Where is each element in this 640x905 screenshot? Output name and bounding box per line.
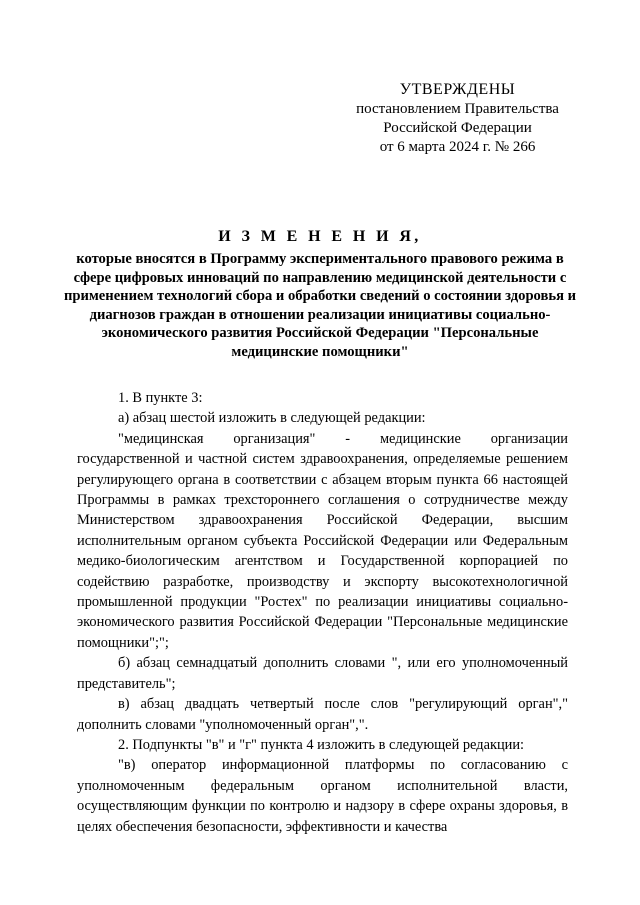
document-body [77, 388, 568, 837]
paragraph-item-1: 1. В пункте 3: [118, 390, 203, 406]
paragraph-subitem-v: в) абзац двадцать четвертый после слов "регулирующий орган"," дополнить словами "уполномоченный орган",". [77, 696, 568, 733]
approval-line-decree: постановлением Правительства [356, 101, 559, 117]
paragraph-item-2: 2. Подпункты "в" и "г" пункта 4 изложить в следующей редакции: [118, 736, 525, 753]
document-heading [60, 227, 580, 361]
paragraph-subitem-a: а) абзац шестой изложить в следующей редакции: [118, 410, 426, 427]
paragraph-subitem-v-operator: "в) оператор информационной платформы по согласованию с уполномоченным федеральным органом исполнительной власти, осуществляющим функции по контролю и надзору в сфере охраны здоровья, в целях обеспечения безопасности, эффективности и качества [77, 757, 568, 835]
approval-line-date: от 6 марта 2024 г. № 266 [379, 139, 536, 155]
document-title: И З М Е Н Е Н И Я, [218, 228, 422, 245]
approval-title: УТВЕРЖДЕНЫ [399, 81, 516, 98]
paragraph-definition: "медицинская организация" - медицинские организации государственной и частной систем здравоохранения, определяемые решением регулирующего органа в соответствии с абзацем вторым пункта 66 настоящей Программы в рамках трехстороннего соглашения о сотрудничестве между Министерством здравоохранения Российской Федерации, высшим исполнительным органом субъекта Российской Федерации или Федеральным медико-биологическим агентством и Государственной корпорацией по содействию разработке, производству и экспорту высокотехнологичной промышленной продукции "Ростех" по реализации инициативы социально-экономического развития Российской Федерации "Персональные медицинские помощники";"; [77, 430, 568, 651]
paragraph-subitem-b: б) абзац семнадцатый дополнить словами ", или его уполномоченный представитель"; [77, 655, 568, 692]
approval-stamp [340, 80, 575, 157]
document-subtitle: которые вносятся в Программу экспериментального правового режима в сфере цифровых инноваций по направлению медицинской деятельности с применением технологий сбора и обработки сведений о состоянии здоровья и диагнозов граждан в отношении реализации инициативы социально-экономического развития Российской Федерации "Персональные медицинские помощники" [63, 251, 577, 360]
approval-line-government: Российской Федерации [383, 120, 532, 136]
